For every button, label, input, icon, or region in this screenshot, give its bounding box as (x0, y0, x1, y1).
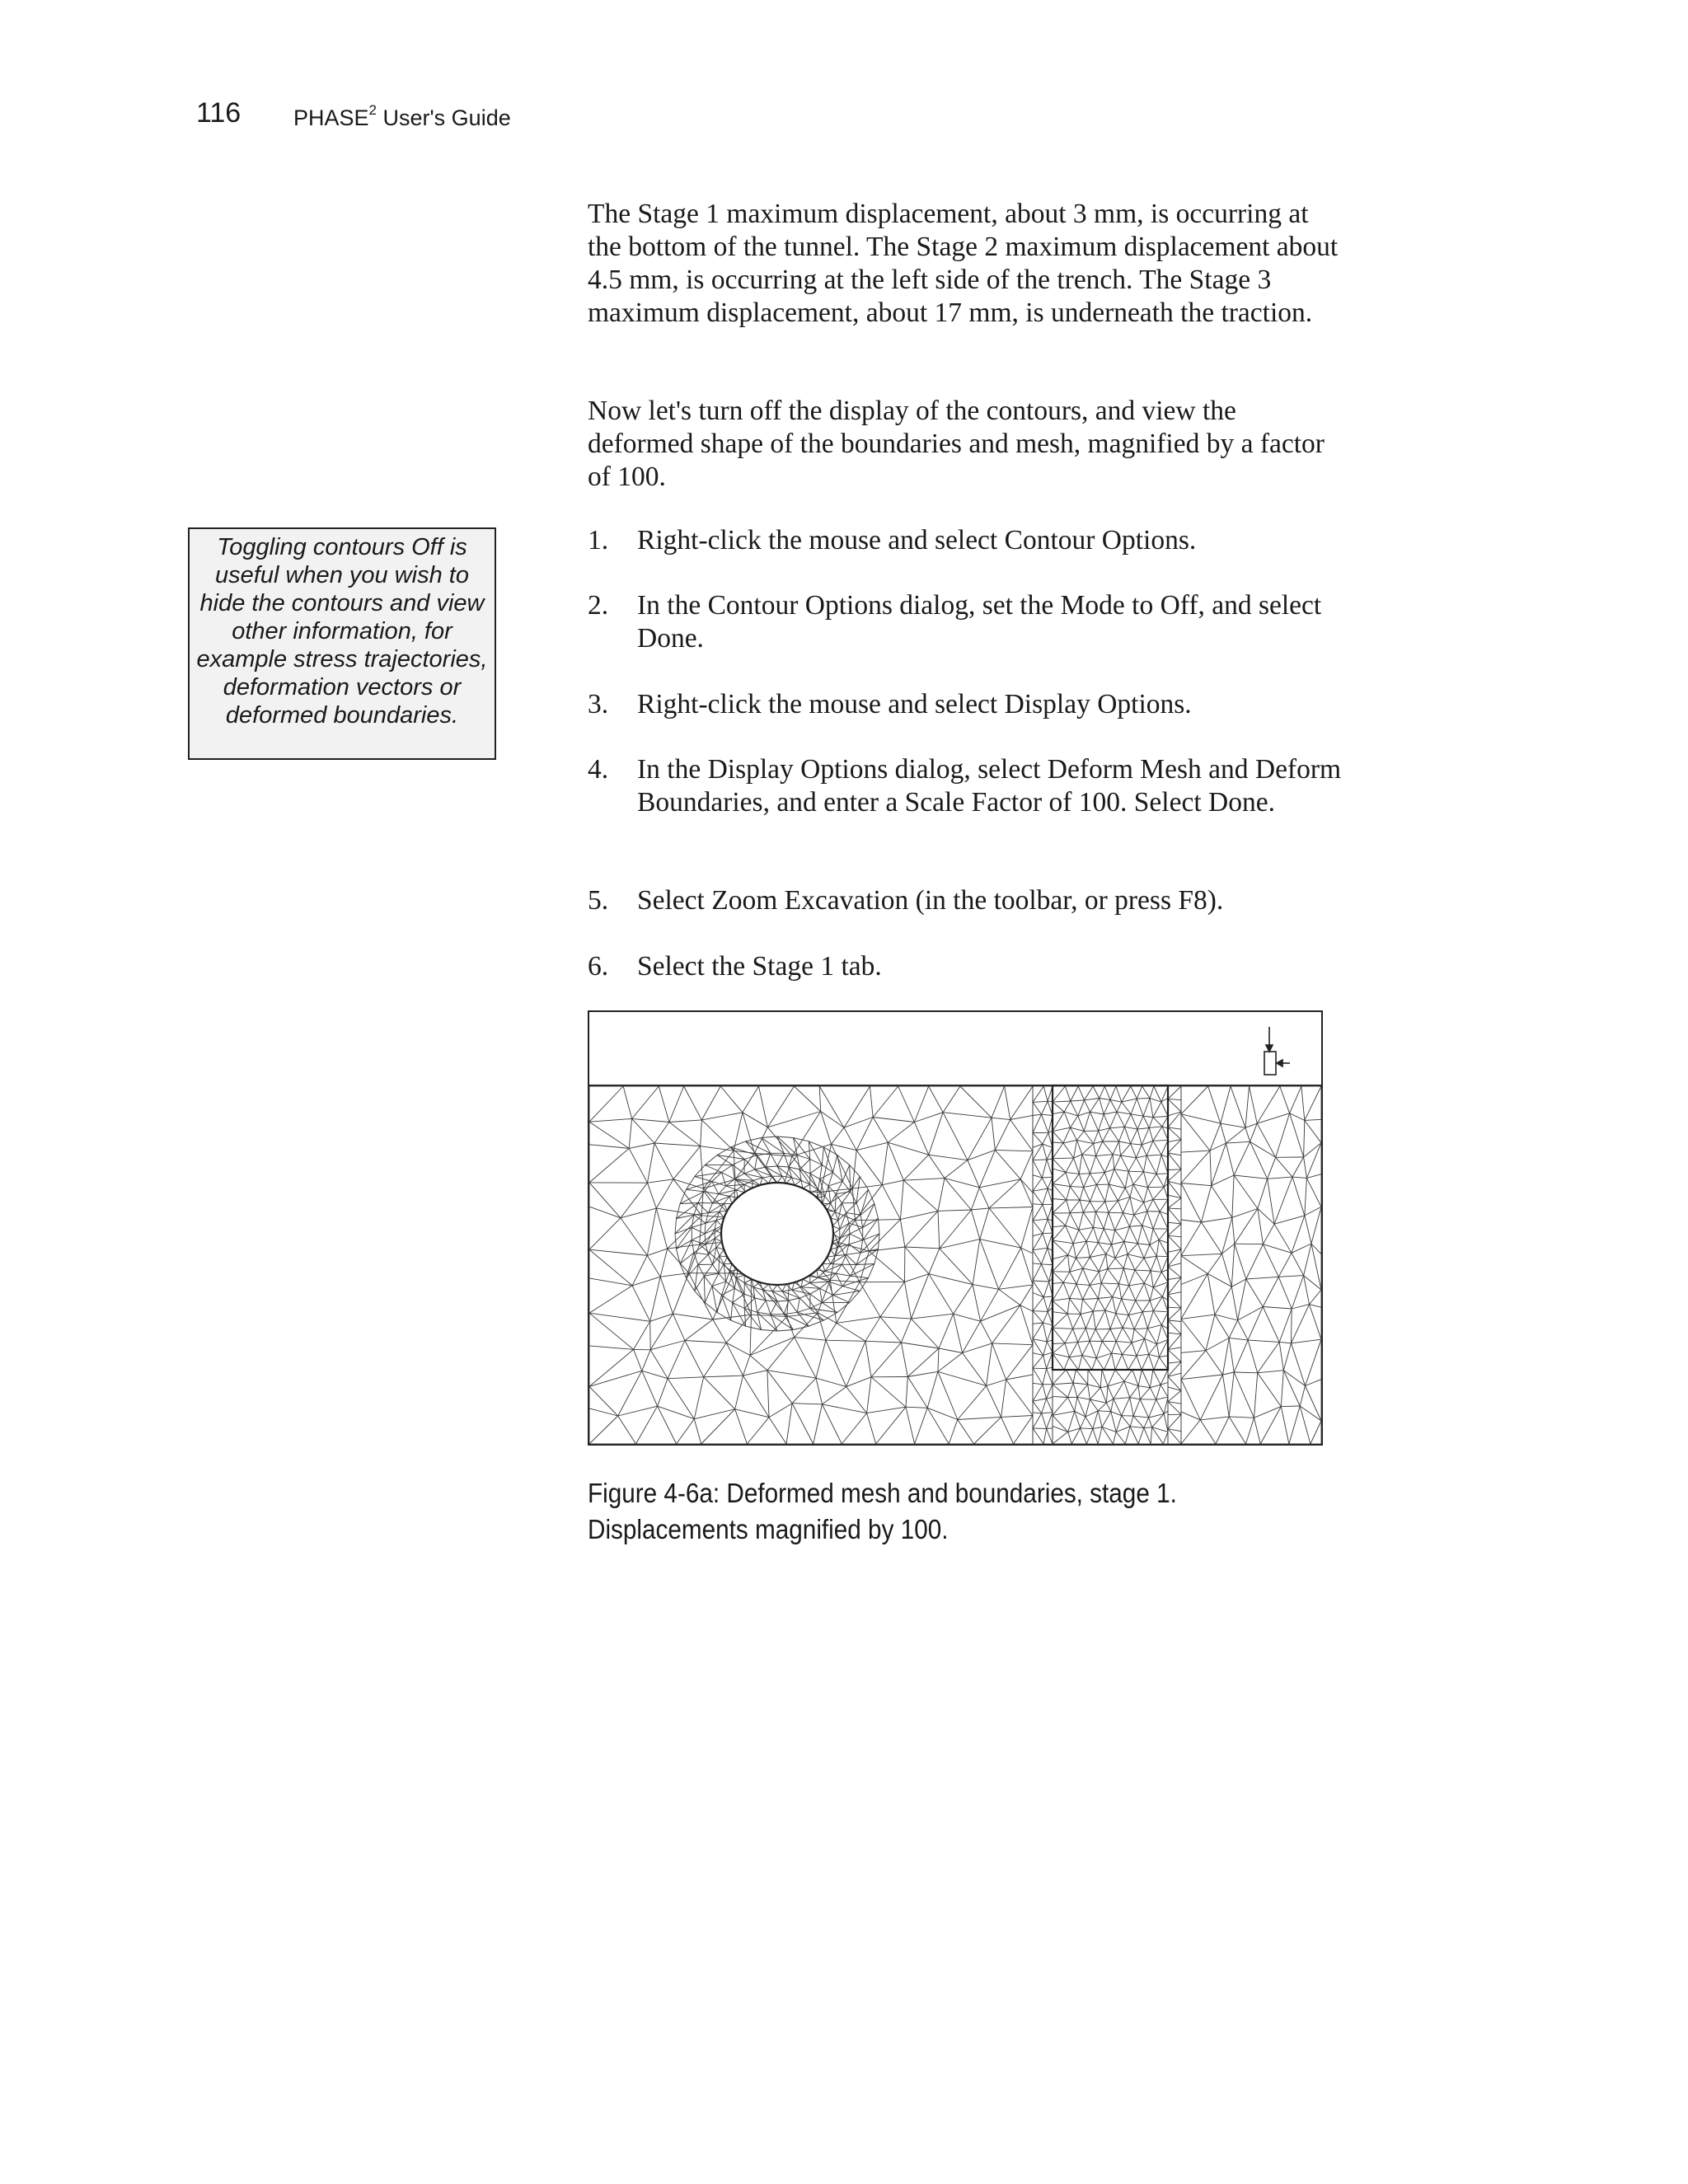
step-text: In the Display Options dialog, select Deform Mesh and Deform Boundaries, and enter a Scale Factor of 100. Select Done. (637, 754, 1342, 818)
figure-caption (588, 1475, 1270, 1548)
margin-note: Toggling contours Off is useful when you wish to hide the contours and view other information, for example stress trajectories, deformation vectors or deformed boundaries. (188, 527, 496, 760)
deformed-mesh-figure (588, 1010, 1323, 1446)
tunnel-excavation-boundary (721, 1183, 833, 1285)
guide-title-superscript: 2 (368, 102, 377, 118)
step-number: 2. (588, 590, 609, 621)
step-text: Right-click the mouse and select Display Options. (637, 689, 1192, 719)
figure-caption-line-2: Displacements magnified by 100. (588, 1514, 949, 1544)
paragraph-displacement-summary: The Stage 1 maximum displacement, about 3 mm, is occurring at the bottom of the tunnel. The Stage 2 maximum displacement about 4.5 mm, is occurring at the left side of the trench. The Stage 3 maximum displacement, about 17 mm, is underneath the traction. (588, 199, 1339, 328)
figure-frame (588, 1011, 1322, 1445)
figure-caption-line-1: Figure 4-6a: Deformed mesh and boundaries, stage 1. (588, 1478, 1177, 1508)
step-number: 3. (588, 689, 609, 719)
paragraph-intro-steps: Now let's turn off the display of the contours, and view the deformed shape of the boundaries and mesh, magnified by a factor of 100. (588, 396, 1325, 492)
step-text: In the Contour Options dialog, set the Mode to Off, and select Done. (637, 590, 1322, 654)
step-number: 5. (588, 885, 609, 916)
step-number: 6. (588, 951, 609, 982)
step-text: Select the Stage 1 tab. (637, 951, 882, 982)
step-number: 1. (588, 525, 609, 555)
step-text: Select Zoom Excavation (in the toolbar, or press F8). (637, 885, 1224, 916)
guide-title: PHASE$^2$ User's Guide (293, 102, 511, 130)
page-number: 116 (196, 97, 241, 129)
step-number: 4. (588, 754, 609, 785)
step-text: Right-click the mouse and select Contour Options. (637, 525, 1197, 555)
